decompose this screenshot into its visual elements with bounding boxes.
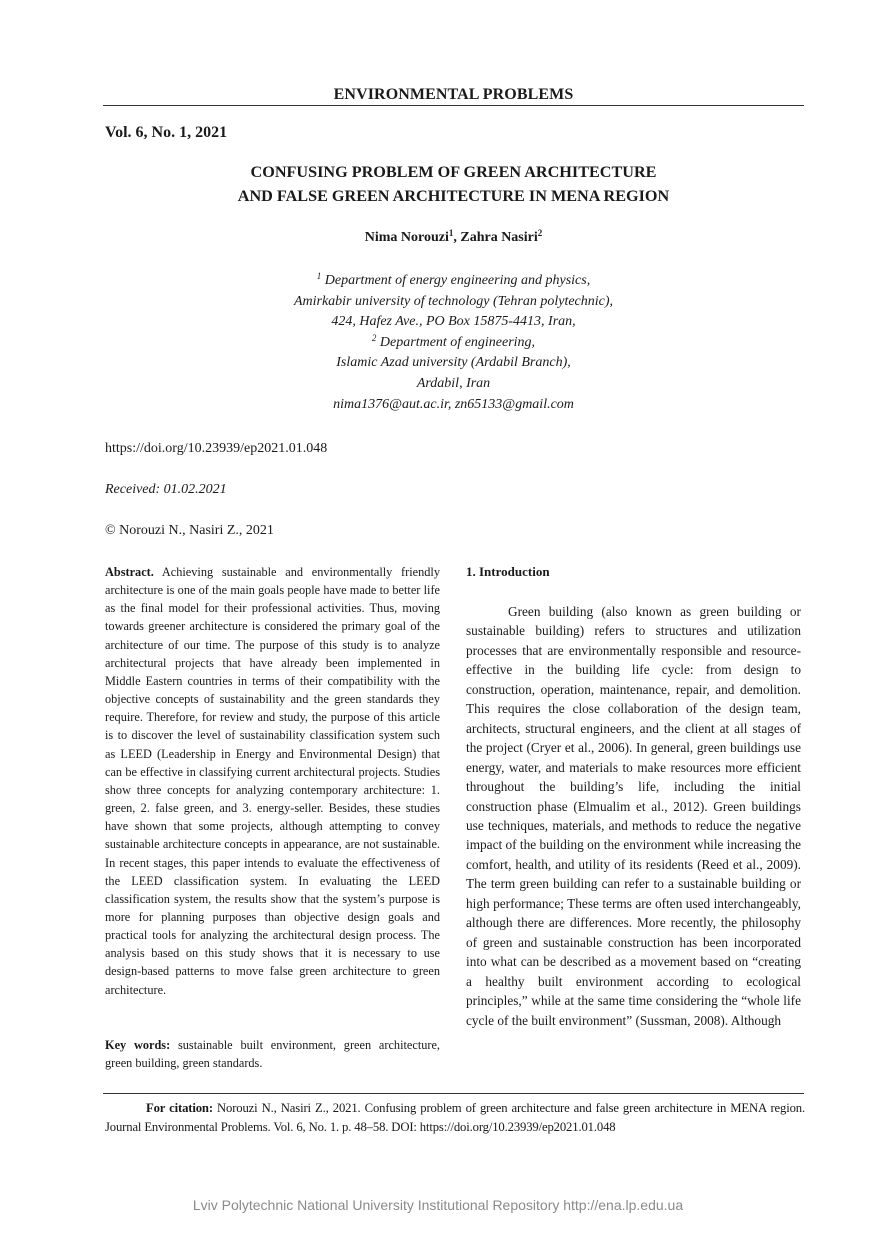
author-emails[interactable]: nima1376@aut.ac.ir, zn65133@gmail.com xyxy=(333,396,574,412)
author-separator: , xyxy=(453,230,461,245)
introduction-paragraph: Green building (also known as green building or sustainable building) refers to structures and utilization processes that are environmentally responsible and resource-effective in the building life cycle: from design to construction, operation, maintenance, repair, and demolition. This requires the close collaboration of the design team, architects, structural engineers, and the client at all stages of the project (Cryer et al., 2006). In general, green buildings use energy, water, and materials to make resources more efficient throughout the building’s life, including the initial construction phase (Elmualim et al., 2012). Green buildings use techniques, materials, and methods to reduce the negative impact of the building on the environment while increasing the comfort, health, and utility of its residents (Reed et al., 2009). The term green building can refer to a sustainable building or high performance; These terms are often used interchangeably, although there are differences. More recently, the philosophy of green and sustainable construction has been incorporated into what can be described as a movement based on “creating a healthy built environment according to ecological principles,” while at the same time considering the “whole life cycle of the built environment” (Sussman, 2008). Although xyxy=(466,604,801,1028)
keywords xyxy=(105,1036,440,1072)
citation-text: Norouzi N., Nasiri Z., 2021. Confusing problem of green architecture and false green architecture in MENA region. Journal Environmental Problems. Vol. 6, No. 1. p. 48–58. DOI: https://doi.org/10.23939/ep2021.01.048 xyxy=(105,1101,805,1134)
affiliation-line: 424, Hafez Ave., PO Box 15875-4413, Iran, xyxy=(331,314,576,330)
article-title xyxy=(103,160,804,208)
affiliation-text: Department of energy engineering and physics, xyxy=(324,273,591,288)
author-list xyxy=(103,230,804,246)
author-affiliation-marker: 2 xyxy=(537,228,543,238)
affiliation-line xyxy=(103,271,804,292)
abstract xyxy=(105,563,440,999)
citation-block xyxy=(105,1099,805,1137)
doi-link[interactable]: https://doi.org/10.23939/ep2021.01.048 xyxy=(105,441,328,456)
section-heading-introduction: 1. Introduction xyxy=(466,564,550,579)
copyright-notice: © Norouzi N., Nasiri Z., 2021 xyxy=(105,523,274,538)
title-line: CONFUSING PROBLEM OF GREEN ARCHITECTURE xyxy=(250,163,657,181)
received-date: Received: 01.02.2021 xyxy=(105,482,227,497)
footer-divider xyxy=(103,1093,804,1094)
affiliation-marker: 1 xyxy=(316,271,322,281)
affiliation-marker: 2 xyxy=(371,332,377,343)
affiliations xyxy=(103,271,804,415)
repository-footer: Lviv Polytechnic National University Institutional Repository http://ena.lp.edu.ua xyxy=(192,1197,684,1213)
keywords-text: sustainable built environment, green architecture, green building, green standards. xyxy=(105,1038,441,1071)
author-name: Nima Norouzi xyxy=(364,230,449,245)
abstract-label: Abstract. xyxy=(105,565,154,579)
abstract-text: Achieving sustainable and environmentally friendly architecture is one of the main goals people have made to better life as the final model for their professional activities. Thus, moving towards greener architecture is considered the primary goal of the architecture of our time. The purpose of this study is to analyze architectural projects that have already been implemented in Middle Eastern countries in terms of their compatibility with the objective concepts of sustainability and the green standards they require. Therefore, for review and study, the purpose of this article is to discover the level of sustainability classification system such as LEED (Leadership in Energy and Environmental Design) that can be effective in classifying current architectural projects. Studies show three concepts for analyzing contemporary architecture: 1. green, 2. false green, and 3. energy-seller. Besides, these studies have shown that some projects, although attempting to convey sustainable architecture concepts in appearance, are not sustainable. In recent stages, this paper intends to evaluate the effectiveness of the LEED classification system. In evaluating the LEED classification system, the results show that the system’s purpose is more for planning purposes than objective design goals and practical tools for analyzing the architectural design process. The analysis based on this study shows that it is necessary to use design-based patterns to move false green architecture to green architecture. xyxy=(105,565,440,997)
header-divider xyxy=(103,105,804,106)
author-name: Zahra Nasiri xyxy=(460,230,538,245)
affiliation-line: Ardabil, Iran xyxy=(416,375,491,391)
title-line: AND FALSE GREEN ARCHITECTURE IN MENA REGION xyxy=(237,187,670,205)
affiliation-text: Department of engineering, xyxy=(379,334,536,350)
affiliation-line: Amirkabir university of technology (Tehran polytechnic), xyxy=(293,293,614,309)
affiliation-line: Islamic Azad university (Ardabil Branch), xyxy=(336,355,571,371)
citation-label: For citation: xyxy=(146,1101,213,1115)
keywords-label: Key words: xyxy=(105,1038,171,1052)
journal-header: ENVIRONMENTAL PROBLEMS xyxy=(333,86,574,103)
volume-info: Vol. 6, No. 1, 2021 xyxy=(105,124,228,141)
author-affiliation-marker: 1 xyxy=(448,228,454,238)
affiliation-line xyxy=(103,333,804,354)
